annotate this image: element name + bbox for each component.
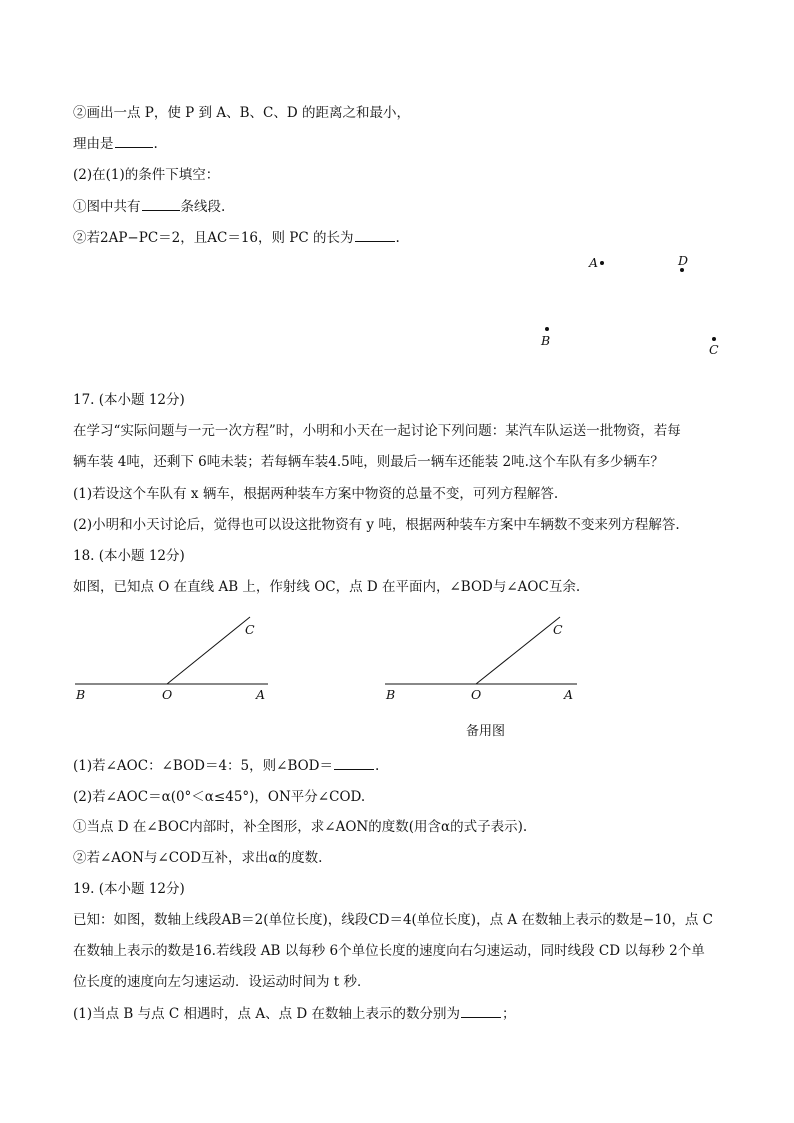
backup-figure-caption: 备用图 [466, 724, 506, 739]
label-C: C [245, 622, 255, 637]
label-A: A [256, 687, 266, 702]
q19-part1 [73, 1005, 515, 1023]
label-C: C [553, 622, 563, 637]
label-O: O [162, 687, 173, 702]
ray-OC [476, 617, 560, 684]
q19-stem-line3: 位长度的速度向左匀速运动．设运动时间为 t 秒． [73, 974, 371, 990]
point-D-label: D [678, 253, 689, 268]
q17-part1: (1)若设这个车队有 x 辆车，根据两种装车方案中物资的总量不变，可列方程解答. [73, 486, 559, 502]
answer-blank[interactable] [142, 198, 180, 211]
answer-blank[interactable] [334, 757, 374, 770]
q16-sub2-heading: (2)在(1)的条件下填空： [73, 167, 220, 183]
point-C [712, 337, 716, 341]
q16-item2b-prefix: ②若2AP−PC＝2，且AC＝16，则 PC 的长为 [73, 230, 354, 246]
q16-reason-label: 理由是 [73, 136, 114, 152]
q18-heading: 18. (本小题 12分) [73, 548, 185, 564]
point-A [600, 261, 604, 265]
q16-item2: ②画出一点 P，使 P 到 A、B、C、D 的距离之和最小， [73, 105, 410, 121]
angle-figure-backup [380, 612, 590, 704]
q19-stem-line2: 在数轴上表示的数是16.若线段 AB 以每秒 6个单位长度的速度向右匀速运动，同时线段 CD 以每秒 2个单 [73, 943, 705, 959]
q18-part1: (1)若∠AOC：∠BOD＝4：5，则∠BOD＝ . [73, 758, 380, 774]
q19-part1-suffix: ； [501, 1006, 516, 1022]
ray-OC [167, 617, 250, 684]
q16-item1-suffix: 条线段. [180, 199, 226, 215]
q19-part1-prefix: (1)当点 B 与点 C 相遇时，点 A、点 D 在数轴上表示的数分别为 [73, 1006, 460, 1022]
point-C-label: C [709, 342, 719, 357]
q19-heading: 19. (本小题 12分) [73, 881, 185, 897]
q17-stem-line2: 辆车装 4吨，还剩下 6吨未装；若每辆车装4.5吨，则最后一辆车还能装 2吨.这个车队有多少辆车？ [73, 454, 664, 470]
q16-item1-prefix: ①图中共有 [73, 199, 141, 215]
point-A-label: A [589, 255, 599, 270]
q18-part2-item2: ②若∠AON与∠COD互补，求出α的度数. [73, 850, 323, 866]
label-B: B [76, 687, 86, 702]
answer-blank[interactable] [115, 135, 153, 148]
label-B: B [386, 687, 396, 702]
q16-reason: 理由是 . [73, 136, 158, 152]
answer-blank[interactable] [461, 1005, 501, 1018]
point-D [680, 268, 684, 272]
answer-blank[interactable] [355, 229, 395, 242]
q18-stem: 如图，已知点 O 在直线 AB 上，作射线 OC，点 D 在平面内，∠BOD与∠AOC互余. [73, 579, 581, 595]
q18-part1-prefix: (1)若∠AOC：∠BOD＝4：5，则∠BOD＝ [73, 758, 334, 774]
q16-item2b: ②若2AP−PC＝2，且AC＝16，则 PC 的长为 . [73, 230, 400, 246]
point-B [545, 327, 549, 331]
q19-stem-line1: 已知：如图，数轴上线段AB＝2(单位长度)，线段CD＝4(单位长度)，点 A 在数轴上表示的数是−10，点 C [73, 912, 714, 928]
point-B-label: B [541, 333, 551, 348]
q18-part2: (2)若∠AOC＝α(0°＜α≤45°)，ON平分∠COD. [73, 789, 366, 805]
q18-part2-item1: ①当点 D 在∠BOC内部时，补全图形，求∠AON的度数(用含α的式子表示). [73, 819, 528, 835]
q16-item1 [73, 198, 225, 216]
q17-stem-line1: 在学习“实际问题与一元一次方程”时，小明和小天在一起讨论下列问题：某汽车队运送一批物资，若每 [73, 423, 681, 439]
angle-figure-main [70, 612, 280, 704]
label-O: O [471, 687, 482, 702]
label-A: A [564, 687, 574, 702]
q17-part2: (2)小明和小天讨论后，觉得也可以设这批物资有 y 吨，根据两种装车方案中车辆数不变来列方程解答. [73, 517, 680, 533]
q17-heading: 17. (本小题 12分) [73, 392, 185, 408]
